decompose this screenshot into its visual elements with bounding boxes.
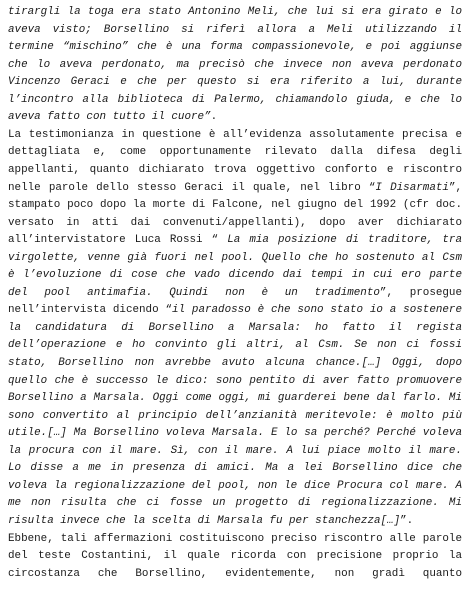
text-line (8, 337, 462, 353)
italic-text-segment: me non risulta che ci fosse un progetto di regionalizzazione. Mi (8, 497, 462, 510)
italic-text-segment: sono convertito al principio dell’anzianità meritevole: è molto più (8, 409, 462, 422)
text-line (8, 460, 462, 476)
text-line (8, 127, 462, 143)
text-segment: stampato poco dopo la morte di Falcone, nel giugno del 1992 (cfr doc. (8, 199, 462, 212)
italic-text-segment: è l’evoluzione di cose che vado dicendo dai tempi in cui ero parte (8, 269, 462, 282)
italic-text-segment: Lo disse a me in presenza di amici. Ma a lei Borsellino dice che (8, 462, 462, 475)
text-line (8, 232, 462, 248)
text-segment: ”. (400, 514, 414, 527)
italic-text-segment: voleva la regionalizzazione del pool, non le dice Procura col mare. A (8, 479, 462, 492)
text-line (8, 250, 462, 266)
text-segment: all’intervistatore Luca Rossi “ (8, 234, 228, 247)
italic-text-segment: termine “mischino” che è una forma compassionevole, e poi aggiunse (8, 41, 462, 54)
text-line (8, 215, 462, 231)
text-line (8, 513, 462, 529)
text-line (8, 39, 462, 55)
text-segment: dettagliata e, come opportunamente rilevato dalla difesa degli (8, 146, 462, 159)
text-line (8, 267, 462, 283)
text-segment: nelle parole dello stesso Geraci il quale, nel libro “ (8, 181, 376, 194)
text-line (8, 74, 462, 90)
text-line (8, 109, 462, 125)
text-line (8, 425, 462, 441)
italic-text-segment: aveva fatto con tutto il cuore” (8, 111, 211, 124)
italic-text-segment: I Disarmati (375, 181, 449, 194)
document-page (8, 0, 462, 590)
italic-text-segment: l’incontro alla biblioteca di Palermo, chiamandolo giuda, e che lo (8, 93, 462, 106)
text-line (8, 355, 462, 371)
text-segment: ”, prosegue (379, 286, 462, 299)
italic-text-segment: virgolette, venne già fuori nel pool. Quello che ho sostenuto al Csm (8, 251, 462, 264)
text-line (8, 180, 462, 196)
text-line (8, 495, 462, 511)
text-segment: circostanza che Borsellino, evidentemente, non gradì quanto (8, 567, 462, 580)
italic-text-segment: Vincenzo Geraci e che per questo si era riferito a lui, durante (8, 76, 462, 89)
italic-text-segment: che lo aveva perdonato, ma precisò che invece non aveva perdonato (8, 58, 462, 71)
italic-text-segment: quello che è successo le dico: sono pentito di aver fatto promuovere (8, 374, 462, 387)
text-segment: nell’intervista dicendo “ (8, 304, 172, 317)
text-line (8, 373, 462, 389)
text-line (8, 162, 462, 178)
text-line (8, 4, 462, 20)
italic-text-segment: stato, Borsellino non avrebbe avuto alcuna chance.[…] Oggi, dopo (8, 357, 462, 369)
text-segment: ”, (448, 181, 462, 194)
text-line (8, 197, 462, 213)
text-line (8, 531, 462, 547)
italic-text-segment: la procura con il mare. Sì, con il mare. A lui piace molto il mare. (8, 444, 462, 457)
italic-text-segment: risulta invece che la scelta di Marsala fu per stanchezza[…] (8, 514, 401, 527)
text-segment: La testimonianza in questione è all’evidenza assolutamente precisa e (8, 128, 462, 141)
italic-text-segment: il paradosso è che sono stato io a sostenere (172, 304, 462, 317)
italic-text-segment: Borsellino a Marsala. Oggi come oggi, mi guarderei bene dal farlo. Mi (8, 392, 462, 405)
text-segment: versato in atti dai convenuti/appellanti), dopo aver dichiarato (8, 216, 462, 229)
text-line (8, 22, 462, 38)
text-line (8, 478, 462, 494)
italic-text-segment: La mia posizione di traditore, tra (227, 234, 462, 247)
text-line (8, 408, 462, 424)
text-segment: del teste Costantini, il quale ricorda con precisione proprio la (8, 550, 462, 563)
italic-text-segment: utile.[…] Ma Borsellino voleva Marsala. E lo sa perché? Perché voleva (8, 427, 462, 440)
text-line (8, 390, 462, 406)
text-line (8, 92, 462, 108)
italic-text-segment: aveva visto; Borsellino si riferì allora a Meli utilizzando il (8, 23, 462, 36)
text-line (8, 144, 462, 160)
text-segment: appellanti, quanto dichiarato trova oggettivo conforto e riscontro (8, 163, 462, 176)
text-line (8, 548, 462, 564)
text-line (8, 285, 462, 301)
italic-text-segment: dell’operazione e ho convinto gli altri, al Csm. Se non ci fossi (8, 339, 462, 352)
text-line (8, 320, 462, 336)
text-line (8, 566, 462, 582)
italic-text-segment: del pool antimafia. Quindi non è un tradimento (8, 286, 380, 299)
text-line (8, 302, 462, 318)
text-segment: . (210, 111, 218, 124)
text-segment: Ebbene, tali affermazioni costituiscono preciso riscontro alle parole (8, 532, 462, 545)
italic-text-segment: la candidatura di Borsellino a Marsala: ho fatto il regista (8, 321, 462, 334)
italic-text-segment: tirargli la toga era stato Antonino Meli, che lui si era girato e lo (8, 6, 462, 18)
text-line (8, 57, 462, 73)
text-line (8, 443, 462, 459)
